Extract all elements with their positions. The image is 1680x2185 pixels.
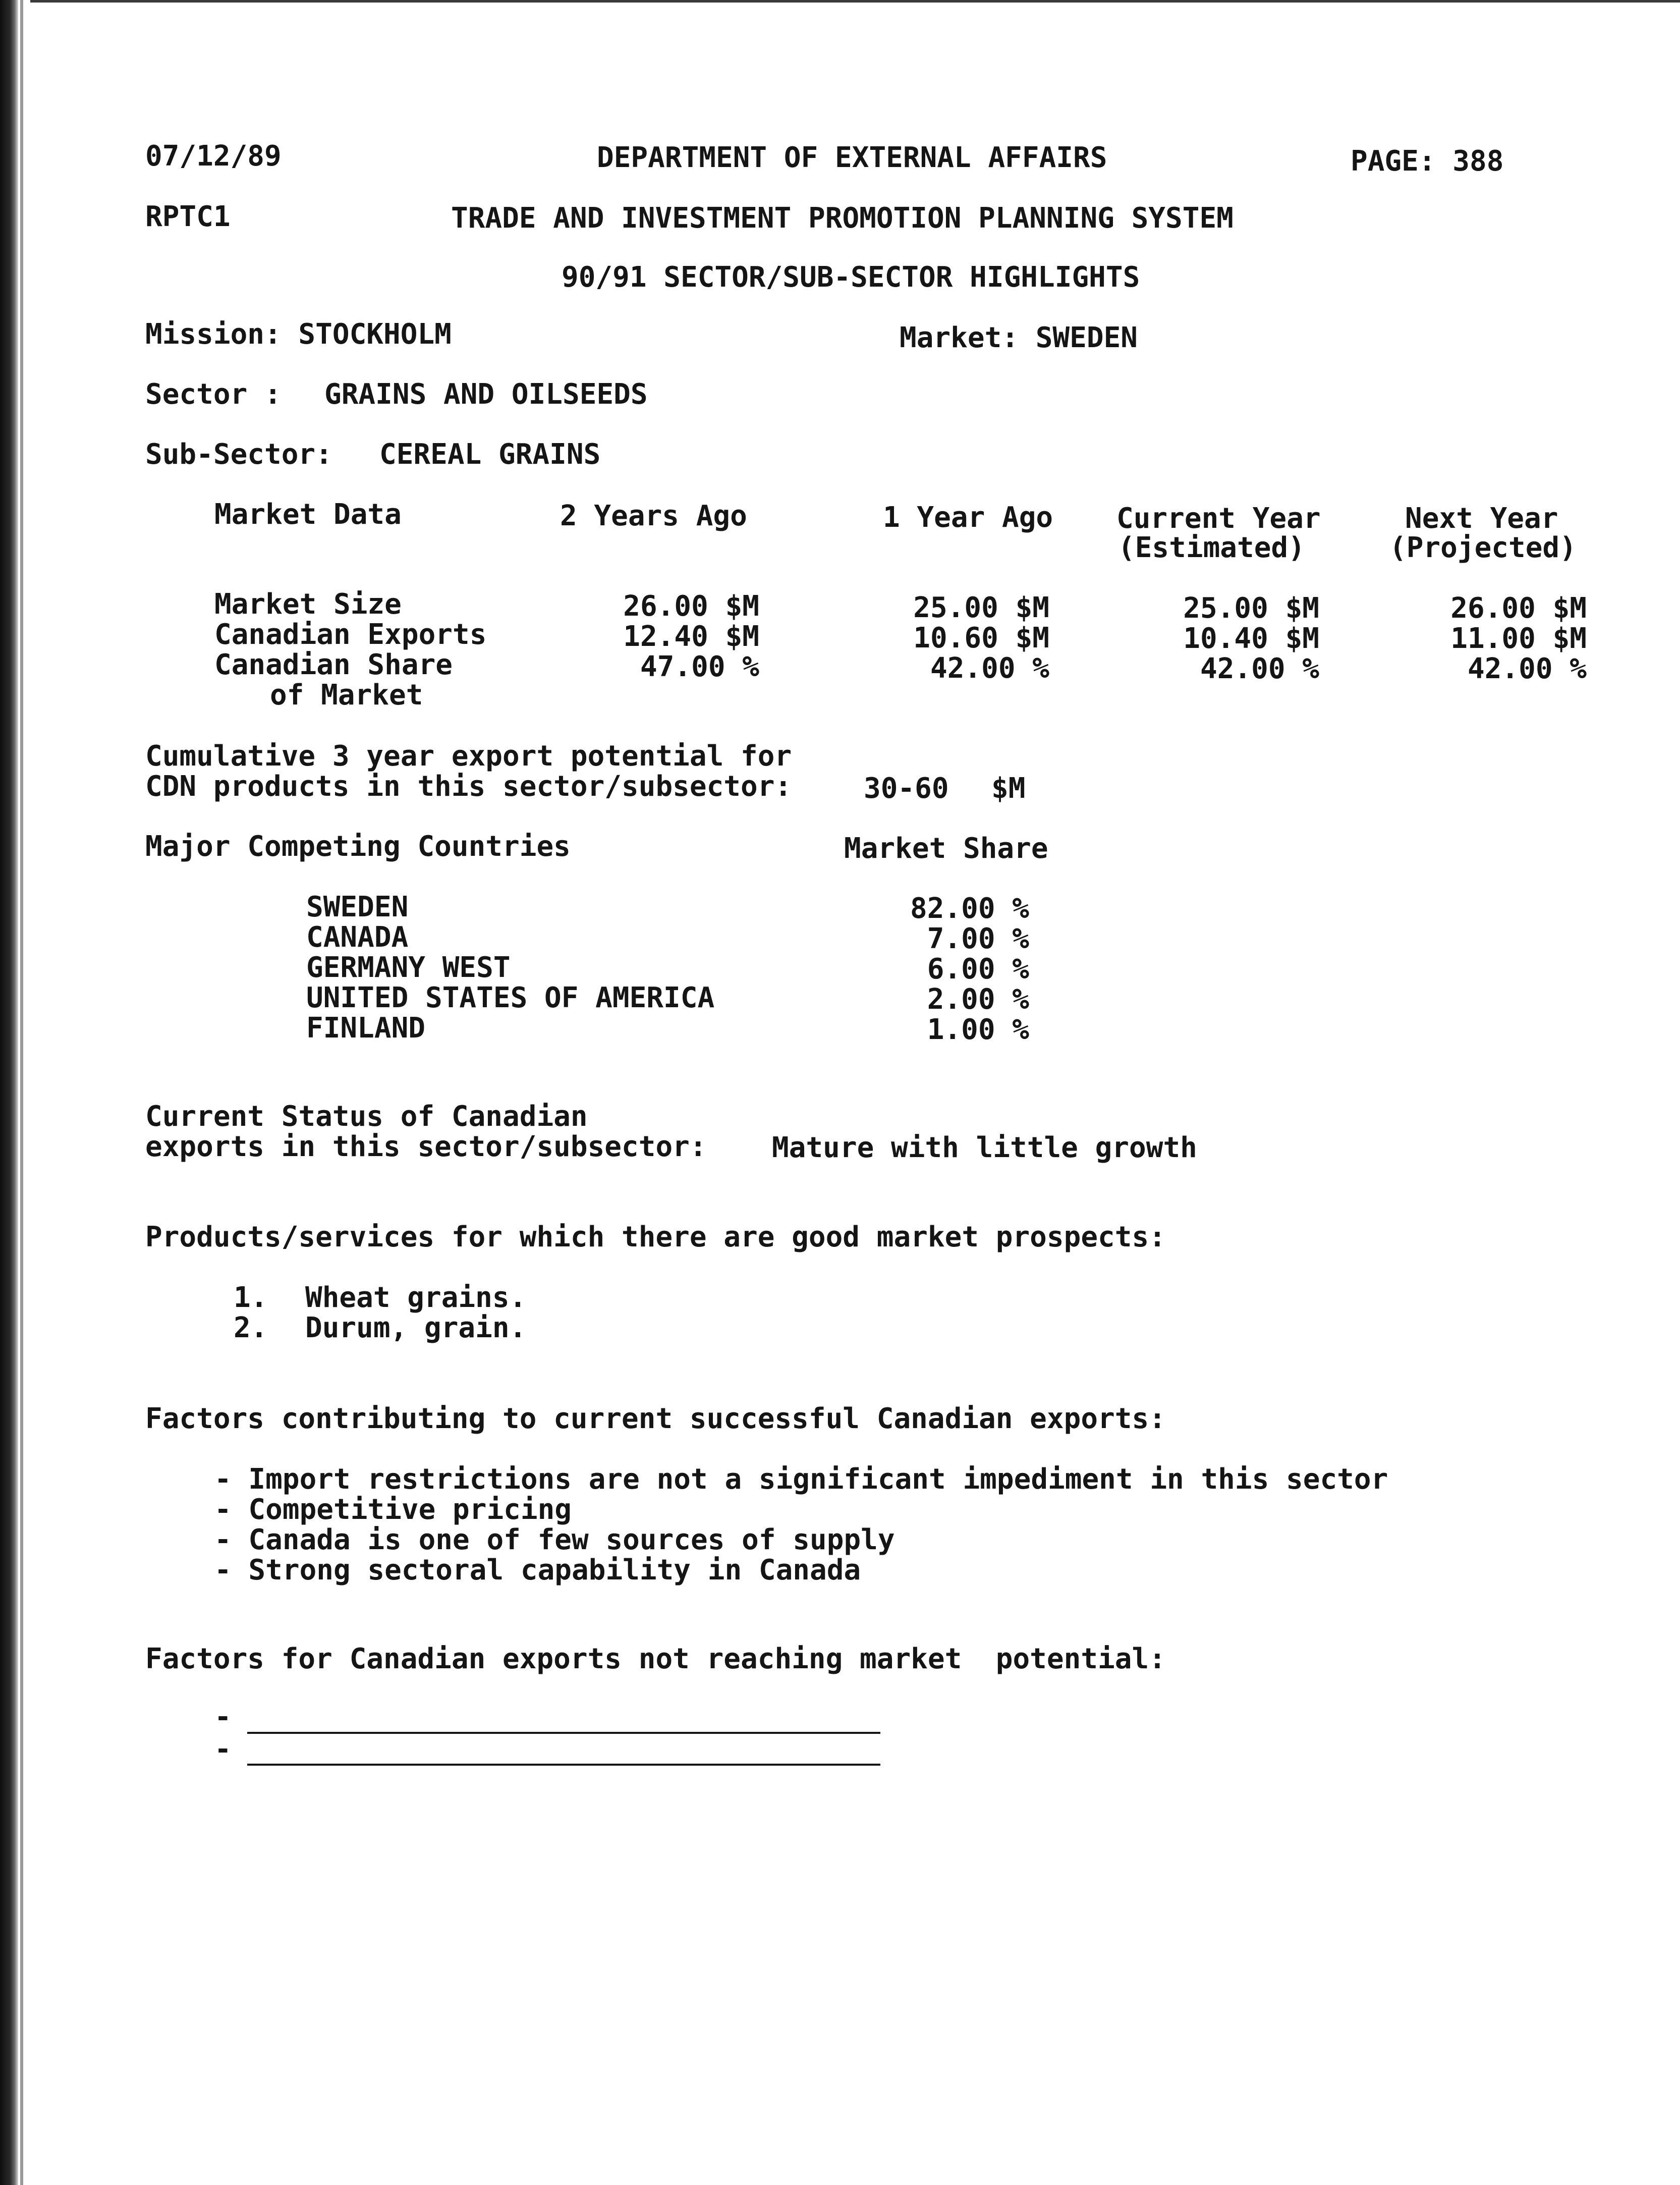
potential-unit: $M <box>991 772 1026 805</box>
country-name: SWEDEN <box>306 891 409 923</box>
mission-field: Mission: STOCKHOLM <box>145 318 452 351</box>
scan-binding-edge-inner <box>20 0 23 2185</box>
prospect-text: Wheat grains. <box>305 1281 527 1314</box>
col-header-current-year: Current Year <box>1116 502 1321 535</box>
not-reaching-potential-heading: Factors for Canadian exports not reaching market potential: <box>145 1643 1166 1675</box>
market-field: Market: SWEDEN <box>900 321 1138 354</box>
blank-item-dash: - <box>214 1701 232 1733</box>
country-name: UNITED STATES OF AMERICA <box>306 981 715 1014</box>
row-label-canadian-share: Canadian Share <box>214 648 453 681</box>
country-name: CANADA <box>306 921 409 954</box>
country-name: FINLAND <box>306 1012 426 1045</box>
country-share: 7.00 % <box>927 922 1029 955</box>
cell-market-size-1-year-ago: 25.00 $M <box>913 591 1049 624</box>
scan-binding-edge <box>0 0 18 2185</box>
blank-fill-line <box>247 1732 880 1734</box>
list-item: - Import restrictions are not a significant impediment in this sector <box>214 1463 1388 1496</box>
row-label-of-market: of Market <box>270 679 423 712</box>
row-label-canadian-exports: Canadian Exports <box>214 618 487 651</box>
blank-item-dash: - <box>214 1733 232 1766</box>
potential-line-1: Cumulative 3 year export potential for <box>145 740 792 773</box>
country-name: GERMANY WEST <box>306 951 511 984</box>
cell-market-size-2-years-ago: 26.00 $M <box>623 590 759 623</box>
cell-market-size-current-year: 25.00 $M <box>1183 592 1319 625</box>
blank-fill-line <box>247 1764 880 1766</box>
row-label-market-size: Market Size <box>214 588 402 621</box>
potential-line-2: CDN products in this sector/subsector: <box>145 770 792 803</box>
prospect-number: 1. <box>234 1281 268 1314</box>
cell-exports-1-year-ago: 10.60 $M <box>913 622 1049 654</box>
col-header-projected: (Projected) <box>1389 531 1577 564</box>
department-title: DEPARTMENT OF EXTERNAL AFFAIRS <box>597 141 1107 174</box>
status-value: Mature with little growth <box>772 1131 1197 1164</box>
cell-share-2-years-ago: 47.00 % <box>640 650 759 683</box>
competitors-header-share: Market Share <box>844 832 1048 865</box>
cell-share-current-year: 42.00 % <box>1200 652 1319 685</box>
report-date: 07/12/89 <box>145 140 282 173</box>
col-header-2-years-ago: 2 Years Ago <box>560 500 747 532</box>
country-share: 6.00 % <box>927 953 1029 986</box>
prospects-heading: Products/services for which there are good market prospects: <box>145 1221 1166 1253</box>
sector-value: GRAINS AND OILSEEDS <box>324 378 648 411</box>
status-line-1: Current Status of Canadian <box>145 1100 588 1133</box>
cell-exports-current-year: 10.40 $M <box>1183 622 1319 655</box>
list-item: - Canada is one of few sources of supply <box>214 1523 895 1556</box>
page-number: PAGE: 388 <box>1351 145 1504 178</box>
status-line-2: exports in this sector/subsector: <box>145 1130 707 1163</box>
col-header-market-data: Market Data <box>214 498 402 531</box>
col-header-estimated: (Estimated) <box>1118 531 1305 564</box>
cell-share-next-year: 42.00 % <box>1467 652 1587 685</box>
list-item: - Strong sectoral capability in Canada <box>214 1554 861 1587</box>
list-item: - Competitive pricing <box>214 1493 572 1526</box>
scan-top-edge <box>30 0 1680 3</box>
country-share: 1.00 % <box>927 1013 1029 1046</box>
system-title: TRADE AND INVESTMENT PROMOTION PLANNING SYSTEM <box>451 202 1234 235</box>
cell-exports-next-year: 11.00 $M <box>1450 622 1587 655</box>
prospect-text: Durum, grain. <box>305 1312 527 1344</box>
subsector-label: Sub-Sector: <box>145 438 332 471</box>
prospect-number: 2. <box>234 1312 268 1344</box>
cell-share-1-year-ago: 42.00 % <box>930 652 1049 685</box>
success-factors-heading: Factors contributing to current successful Canadian exports: <box>145 1402 1166 1435</box>
col-header-next-year: Next Year <box>1405 502 1558 535</box>
cell-exports-2-years-ago: 12.40 $M <box>623 620 759 653</box>
report-subtitle: 90/91 SECTOR/SUB-SECTOR HIGHLIGHTS <box>562 261 1140 294</box>
competitors-header-countries: Major Competing Countries <box>145 830 571 863</box>
cell-market-size-next-year: 26.00 $M <box>1450 592 1587 625</box>
report-code: RPTC1 <box>145 200 231 233</box>
potential-value: 30-60 <box>864 772 949 805</box>
country-share: 82.00 % <box>910 892 1029 925</box>
subsector-value: CEREAL GRAINS <box>379 438 601 471</box>
sector-label: Sector : <box>145 378 282 411</box>
country-share: 2.00 % <box>927 983 1029 1016</box>
col-header-1-year-ago: 1 Year Ago <box>883 501 1053 534</box>
